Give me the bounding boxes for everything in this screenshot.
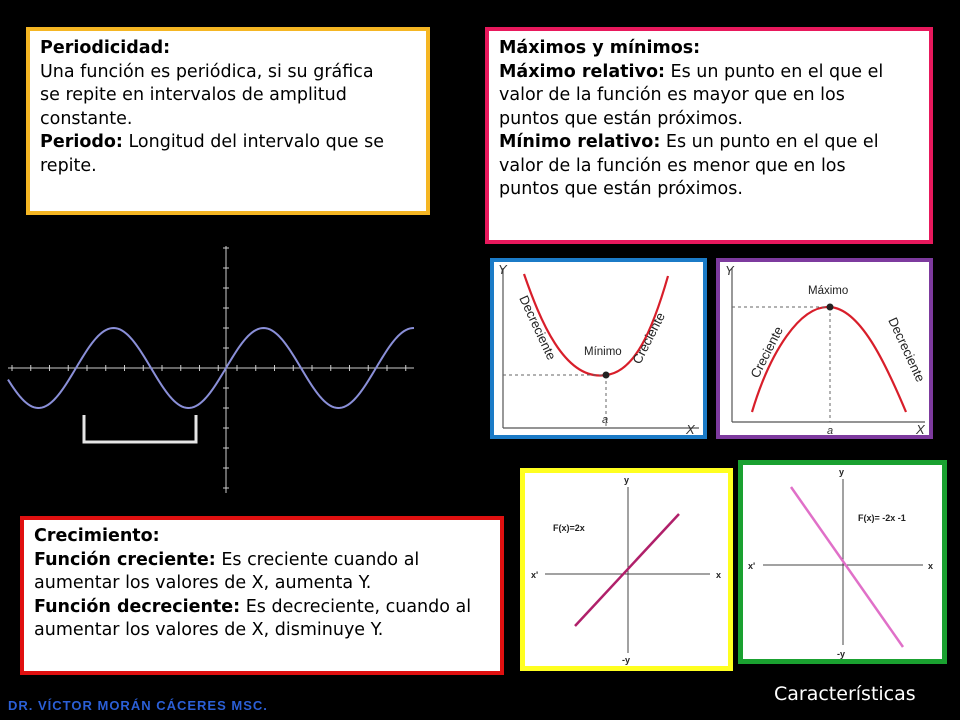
periodicidad-text-2: se repite en intervalos de amplitud	[40, 85, 347, 105]
minimo-text-3: puntos que están próximos.	[499, 179, 743, 199]
periodic-function-graph	[0, 238, 430, 500]
max-point	[827, 304, 834, 311]
creciente-term: Función creciente:	[34, 549, 216, 570]
periodicidad-box	[26, 27, 430, 215]
decreciente-graph-panel	[738, 460, 947, 664]
maximo-text-3: puntos que están próximos.	[499, 108, 743, 129]
minimo-text-2: valor de la función es menor que en los	[499, 155, 846, 176]
crecimiento-title: Crecimiento:	[34, 526, 160, 546]
creciente-text-1: Es creciente cuando al	[215, 549, 420, 570]
maximos-minimos-box	[485, 27, 933, 244]
author-credit: DR. VÍCTOR MORÁN CÁCERES MSC.	[8, 698, 268, 713]
dec-neg-y-label: -y	[837, 649, 846, 659]
maximo-text-1: Es un punto en el que el	[664, 61, 884, 82]
dec-x-label: x	[928, 561, 934, 571]
minimo-text-1: Es un punto en el que el	[660, 132, 879, 152]
creciente-text-2: aumentar los valores de X, aumenta Y.	[34, 573, 372, 593]
decreciente-term: Función decreciente:	[34, 596, 241, 617]
periodicidad-text-3: constante.	[40, 108, 133, 129]
dec-neg-x-label: x'	[748, 561, 756, 571]
periodo-text-1: Longitud del intervalo que se	[122, 132, 385, 152]
inc-x-label: x	[716, 570, 722, 580]
maximo-graph-panel	[716, 258, 933, 439]
decreciente-definition	[34, 596, 490, 620]
crecimiento-box	[20, 516, 504, 675]
slide-caption: Características	[774, 683, 916, 705]
max-point-label: Máximo	[808, 285, 849, 297]
minimo-graph	[494, 262, 703, 435]
max-curve	[752, 307, 906, 412]
periodicidad-title: Periodicidad:	[40, 38, 171, 58]
inc-neg-x-label: x'	[531, 570, 539, 580]
min-point	[603, 372, 610, 379]
creciente-graph	[525, 473, 728, 666]
dec-y-label: y	[839, 467, 845, 477]
minimo-graph-panel	[490, 258, 707, 439]
min-point-label: Mínimo	[584, 346, 622, 358]
inc-line	[575, 514, 679, 626]
periodicidad-text-1: Una función es periódica, si su gráfica	[40, 61, 374, 82]
min-decreciente-label: Decreciente	[516, 292, 560, 363]
maximo-text-2: valor de la función es mayor que en los	[499, 85, 845, 105]
maximo-definition	[499, 61, 919, 85]
decreciente-text-2: aumentar los valores de X, disminuye Y.	[34, 620, 384, 640]
max-decreciente-label: Decreciente	[885, 314, 929, 385]
decreciente-graph	[743, 465, 942, 659]
inc-y-label: y	[624, 475, 630, 485]
maximo-graph	[720, 262, 929, 435]
creciente-graph-panel	[520, 468, 733, 671]
max-y-label: Y	[725, 263, 734, 278]
dec-formula: F(x)= -2x -1	[858, 513, 906, 523]
max-x-label: X	[916, 422, 925, 435]
min-creciente-label: Creciente	[629, 309, 668, 367]
minimo-definition	[499, 131, 919, 155]
maximos-title: Máximos y mínimos:	[499, 38, 701, 58]
creciente-definition	[34, 549, 490, 573]
dec-line	[791, 487, 903, 647]
periodo-text-2: repite.	[40, 155, 97, 176]
maximo-term: Máximo relativo:	[499, 61, 665, 82]
min-a-label: a	[602, 414, 609, 426]
decreciente-text-1: Es decreciente, cuando al	[240, 596, 472, 617]
inc-formula: F(x)=2x	[553, 523, 585, 533]
min-x-label: X	[686, 422, 695, 435]
periodo-definition	[40, 131, 416, 155]
inc-neg-y-label: -y	[622, 655, 631, 665]
max-creciente-label: Creciente	[747, 323, 786, 381]
periodo-term: Periodo:	[40, 132, 123, 152]
max-a-label: a	[827, 425, 834, 435]
period-bracket	[84, 415, 196, 442]
minimo-term: Mínimo relativo:	[499, 132, 661, 152]
min-y-label: Y	[498, 262, 507, 277]
